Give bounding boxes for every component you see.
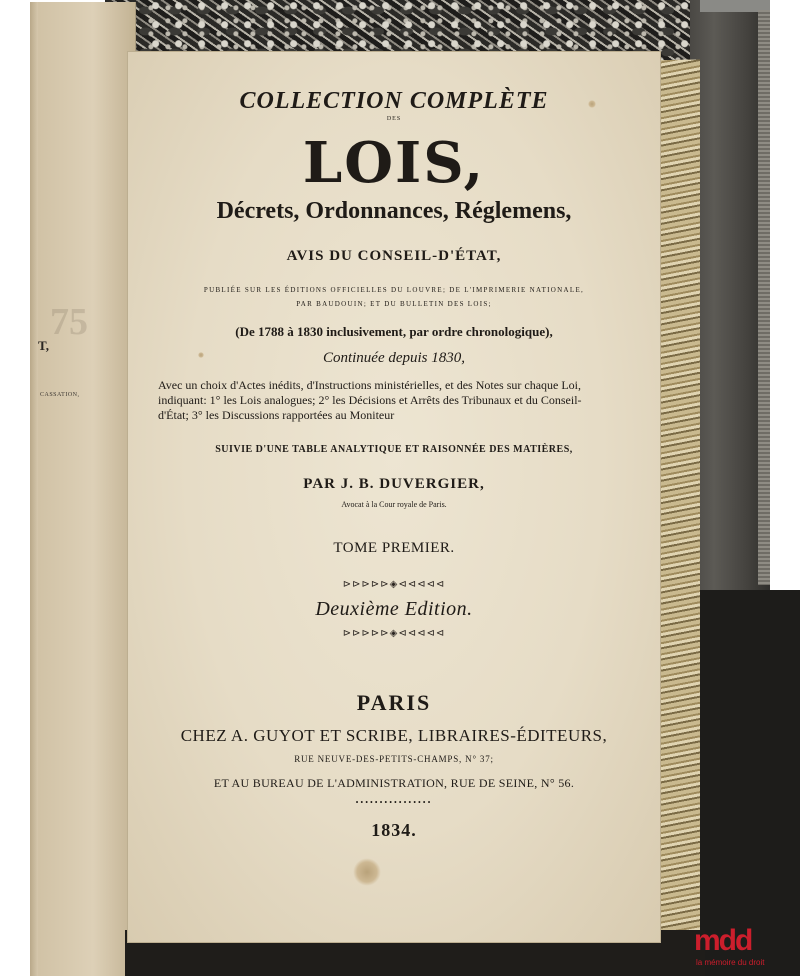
- dark-background-area: [700, 590, 800, 976]
- title-page: [128, 52, 660, 942]
- suivie-line: SUIVIE D'UNE TABLE ANALYTIQUE ET RAISONNÉE DES MATIÈRES,: [215, 444, 573, 455]
- city-line: PARIS: [356, 690, 432, 715]
- left-page-edge: [30, 2, 38, 976]
- edition-line: Deuxième Edition.: [315, 598, 473, 620]
- contents-description: [158, 378, 628, 423]
- logo-mark: mdd: [694, 924, 752, 957]
- ornament-rule: ••••••••••••••••: [355, 798, 433, 807]
- foxing-stain: [353, 858, 381, 886]
- des-word: DES: [386, 116, 402, 122]
- ornament-bottom: ⊳⊳⊳⊳⊳◈⊲⊲⊲⊲⊲: [342, 628, 446, 639]
- mdd-logo: [694, 924, 794, 974]
- author-title: Avocat à la Cour royale de Paris.: [341, 500, 447, 509]
- lois-title: LOIS,: [302, 130, 486, 196]
- left-page-bleed-through: 75: [50, 301, 88, 343]
- left-book-page: [30, 2, 136, 976]
- decrets-subtitle: Décrets, Ordonnances, Réglemens,: [216, 198, 572, 224]
- publication-year: 1834.: [371, 820, 417, 840]
- collection-heading: COLLECTION COMPLÈTE: [239, 88, 549, 114]
- left-page-fragment-cassation: CASSATION,: [40, 392, 80, 398]
- author-line: PAR J. B. DUVERGIER,: [303, 476, 485, 492]
- logo-tagline: la mémoire du droit: [696, 958, 765, 967]
- volume-line: TOME PREMIER.: [333, 540, 455, 556]
- avec-line-2: indiquant: 1° les Lois analogues; 2° les Décisions et Arrêts des Tribunaux et du Conseil-: [158, 393, 582, 407]
- publisher-line: CHEZ A. GUYOT ET SCRIBE, LIBRAIRES-ÉDITEURS,: [180, 726, 608, 745]
- ornament-top: ⊳⊳⊳⊳⊳◈⊲⊲⊲⊲⊲: [342, 579, 446, 590]
- publiee-line-1: PUBLIÉE SUR LES ÉDITIONS OFFICIELLES DU LOUVRE; DE L'IMPRIMERIE NATIONALE,: [203, 286, 585, 294]
- left-page-fragment-t: T,: [38, 338, 49, 353]
- date-range-line: (De 1788 à 1830 inclusivement, par ordre chronologique),: [235, 324, 553, 339]
- right-book-page-edge: [758, 10, 770, 585]
- publisher-address: RUE NEUVE-DES-PETITS-CHAMPS, N° 37;: [294, 754, 494, 764]
- continuee-line: Continuée depuis 1830,: [322, 350, 466, 366]
- bureau-line: ET AU BUREAU DE L'ADMINISTRATION, RUE DE SEINE, N° 56.: [213, 776, 575, 790]
- avec-line-3: d'État; 3° les Discussions rapportées au Moniteur: [158, 408, 395, 422]
- avis-line: AVIS DU CONSEIL-D'ÉTAT,: [286, 248, 502, 264]
- publiee-line-2: PAR BAUDOUIN; ET DU BULLETIN DES LOIS;: [296, 300, 492, 308]
- avec-line-1: Avec un choix d'Actes inédits, d'Instructions ministérielles, et des Notes sur chaque Loi,: [158, 378, 582, 392]
